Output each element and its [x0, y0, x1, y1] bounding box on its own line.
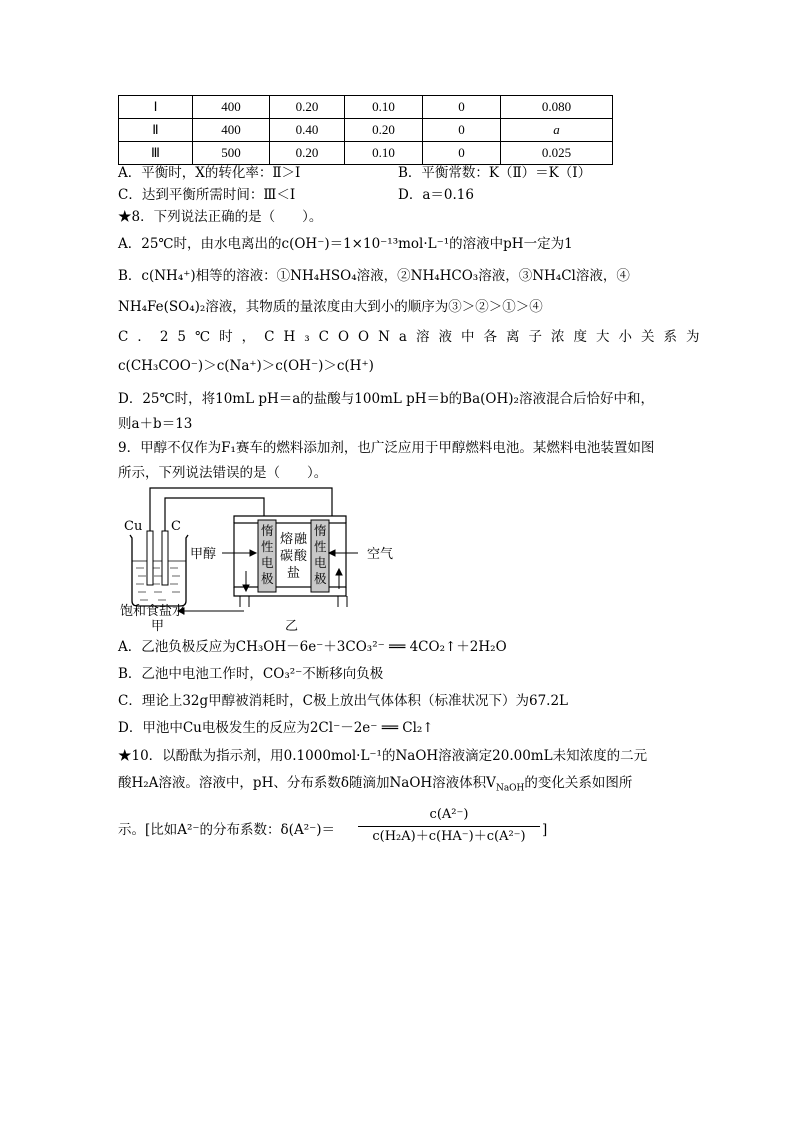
table-cell: 0.10	[345, 96, 423, 119]
q8-option-b-line2: NH₄Fe(SO₄)₂溶液，其物质的量浓度由大到小的顺序为③＞②＞①＞④	[118, 299, 543, 315]
fraction-denominator: c(H₂A)＋c(HA⁻)＋c(A²⁻)	[372, 829, 526, 844]
methanol-label: 甲醇	[190, 547, 217, 562]
table-row	[119, 119, 613, 142]
table-cell: 0	[423, 142, 501, 165]
q10-line2-text: 酸H₂A溶液。溶液中，pH、分布系数δ随滴加NaOH溶液体积V	[118, 775, 496, 791]
left-electrode-char: 极	[261, 571, 274, 586]
q9-option-c: C．理论上32g甲醇被消耗时，C极上放出气体体积（标准状况下）为67.2L	[118, 693, 569, 709]
electrolyte-char: 碳	[280, 549, 294, 564]
table-cell: 0	[423, 96, 501, 119]
c-electrode	[162, 531, 168, 585]
fuel-cell-diagram	[118, 483, 408, 633]
table-cell: 0	[423, 119, 501, 142]
q10-line1: ★10．以酚酞为指示剂，用0.1000mol·L⁻¹的NaOH溶液滴定20.00mL未知浓度的二元	[118, 748, 648, 764]
left-electrode-char: 惰	[261, 523, 274, 538]
electrolyte-char: 融	[294, 532, 308, 547]
table-cell: 0.20	[270, 142, 345, 165]
q8-option-b-line1: B．c(NH₄⁺)相等的溶液：①NH₄HSO₄溶液，②NH₄HCO₃溶液，③NH₄Cl溶液，④	[118, 268, 630, 284]
brine-label: 饱和食盐水	[120, 604, 186, 619]
electrolyte-char: 酸	[294, 549, 308, 564]
table-cell: 0.20	[345, 119, 423, 142]
q8-option-d-line1: D．25℃时，将10mL pH＝a的盐酸与100mL pH＝b的Ba(OH)₂溶液混合后恰好中和，	[118, 391, 654, 407]
q7-option-b: B．平衡常数：K（Ⅱ）＝K（Ⅰ）	[398, 165, 592, 181]
table-cell: Ⅱ	[119, 119, 193, 142]
right-electrode-char: 惰	[314, 523, 327, 538]
q8-option-c-line1: C．25℃时，CH₃COONa溶液中各离子浓度大小关系为	[118, 329, 709, 345]
air-label: 空气	[367, 547, 394, 562]
q10-close-bracket: ]	[542, 822, 548, 838]
q9-option-a: A．乙池负极反应为CH₃OH－6e⁻＋3CO₃²⁻ ══ 4CO₂↑＋2H₂O	[118, 639, 507, 655]
right-electrode-char: 电	[314, 555, 327, 570]
q7-option-c: C．达到平衡所需时间：Ⅲ＜Ⅰ	[118, 187, 296, 203]
data-table	[118, 95, 613, 165]
table-row	[119, 142, 613, 165]
table-cell: 0.20	[270, 96, 345, 119]
q8-stem: ★8．下列说法正确的是（ ）。	[118, 209, 323, 225]
q8-option-d-line2: 则a＋b＝13	[118, 416, 193, 432]
left-electrode-char: 性	[261, 539, 274, 554]
yi-label: 乙	[285, 619, 299, 633]
cu-electrode	[147, 531, 153, 585]
table-cell: a	[501, 119, 613, 142]
fraction-numerator: c(A²⁻)	[429, 807, 469, 822]
left-electrode-char: 电	[261, 555, 274, 570]
q7-option-d: D．a＝0.16	[398, 187, 474, 203]
c-label: C	[171, 519, 181, 534]
electrolyte-char: 盐	[287, 566, 301, 581]
q10-line2	[118, 774, 632, 792]
q8-option-a: A．25℃时，由水电离出的c(OH⁻)＝1×10⁻¹³mol·L⁻¹的溶液中pH一定为1	[118, 236, 573, 252]
table-cell: 500	[193, 142, 270, 165]
q9-option-b: B．乙池中电池工作时，CO₃²⁻不断移向负极	[118, 666, 384, 682]
table-cell: 400	[193, 119, 270, 142]
right-electrode-char: 极	[314, 571, 327, 586]
fraction-bar	[358, 826, 540, 827]
table-cell: Ⅰ	[119, 96, 193, 119]
table-cell: 0.080	[501, 96, 613, 119]
jia-label: 甲	[151, 619, 165, 633]
cu-label: Cu	[124, 519, 143, 534]
q8-option-c-line2: c(CH₃COO⁻)＞c(Na⁺)＞c(OH⁻)＞c(H⁺)	[118, 358, 374, 374]
table-cell: Ⅲ	[119, 142, 193, 165]
table-cell: 400	[193, 96, 270, 119]
q10-line3: 示。[比如A²⁻的分布系数：δ(A²⁻)＝	[118, 822, 336, 838]
q10-line2-subscript: NaOH	[495, 783, 525, 794]
right-electrode-char: 性	[314, 539, 327, 554]
q9-stem-line2: 所示，下列说法错误的是（ ）。	[118, 465, 328, 481]
table-cell: 0.10	[345, 142, 423, 165]
table-row	[119, 96, 613, 119]
table-cell: 0.025	[501, 142, 613, 165]
distribution-fraction	[358, 806, 540, 846]
q9-stem-line1: 9．甲醇不仅作为F₁赛车的燃料添加剂，也广泛应用于甲醇燃料电池。某燃料电池装置如图	[118, 440, 655, 456]
q7-option-a: A．平衡时，X的转化率：Ⅱ＞Ⅰ	[118, 165, 301, 181]
q9-option-d: D．甲池中Cu电极发生的反应为2Cl⁻－2e⁻ ══ Cl₂↑	[118, 720, 434, 736]
table-cell: 0.40	[270, 119, 345, 142]
beaker-jia	[130, 531, 188, 606]
q10-line2-end: 的变化关系如图所	[524, 775, 633, 791]
electrolyte-char: 熔	[280, 532, 294, 547]
